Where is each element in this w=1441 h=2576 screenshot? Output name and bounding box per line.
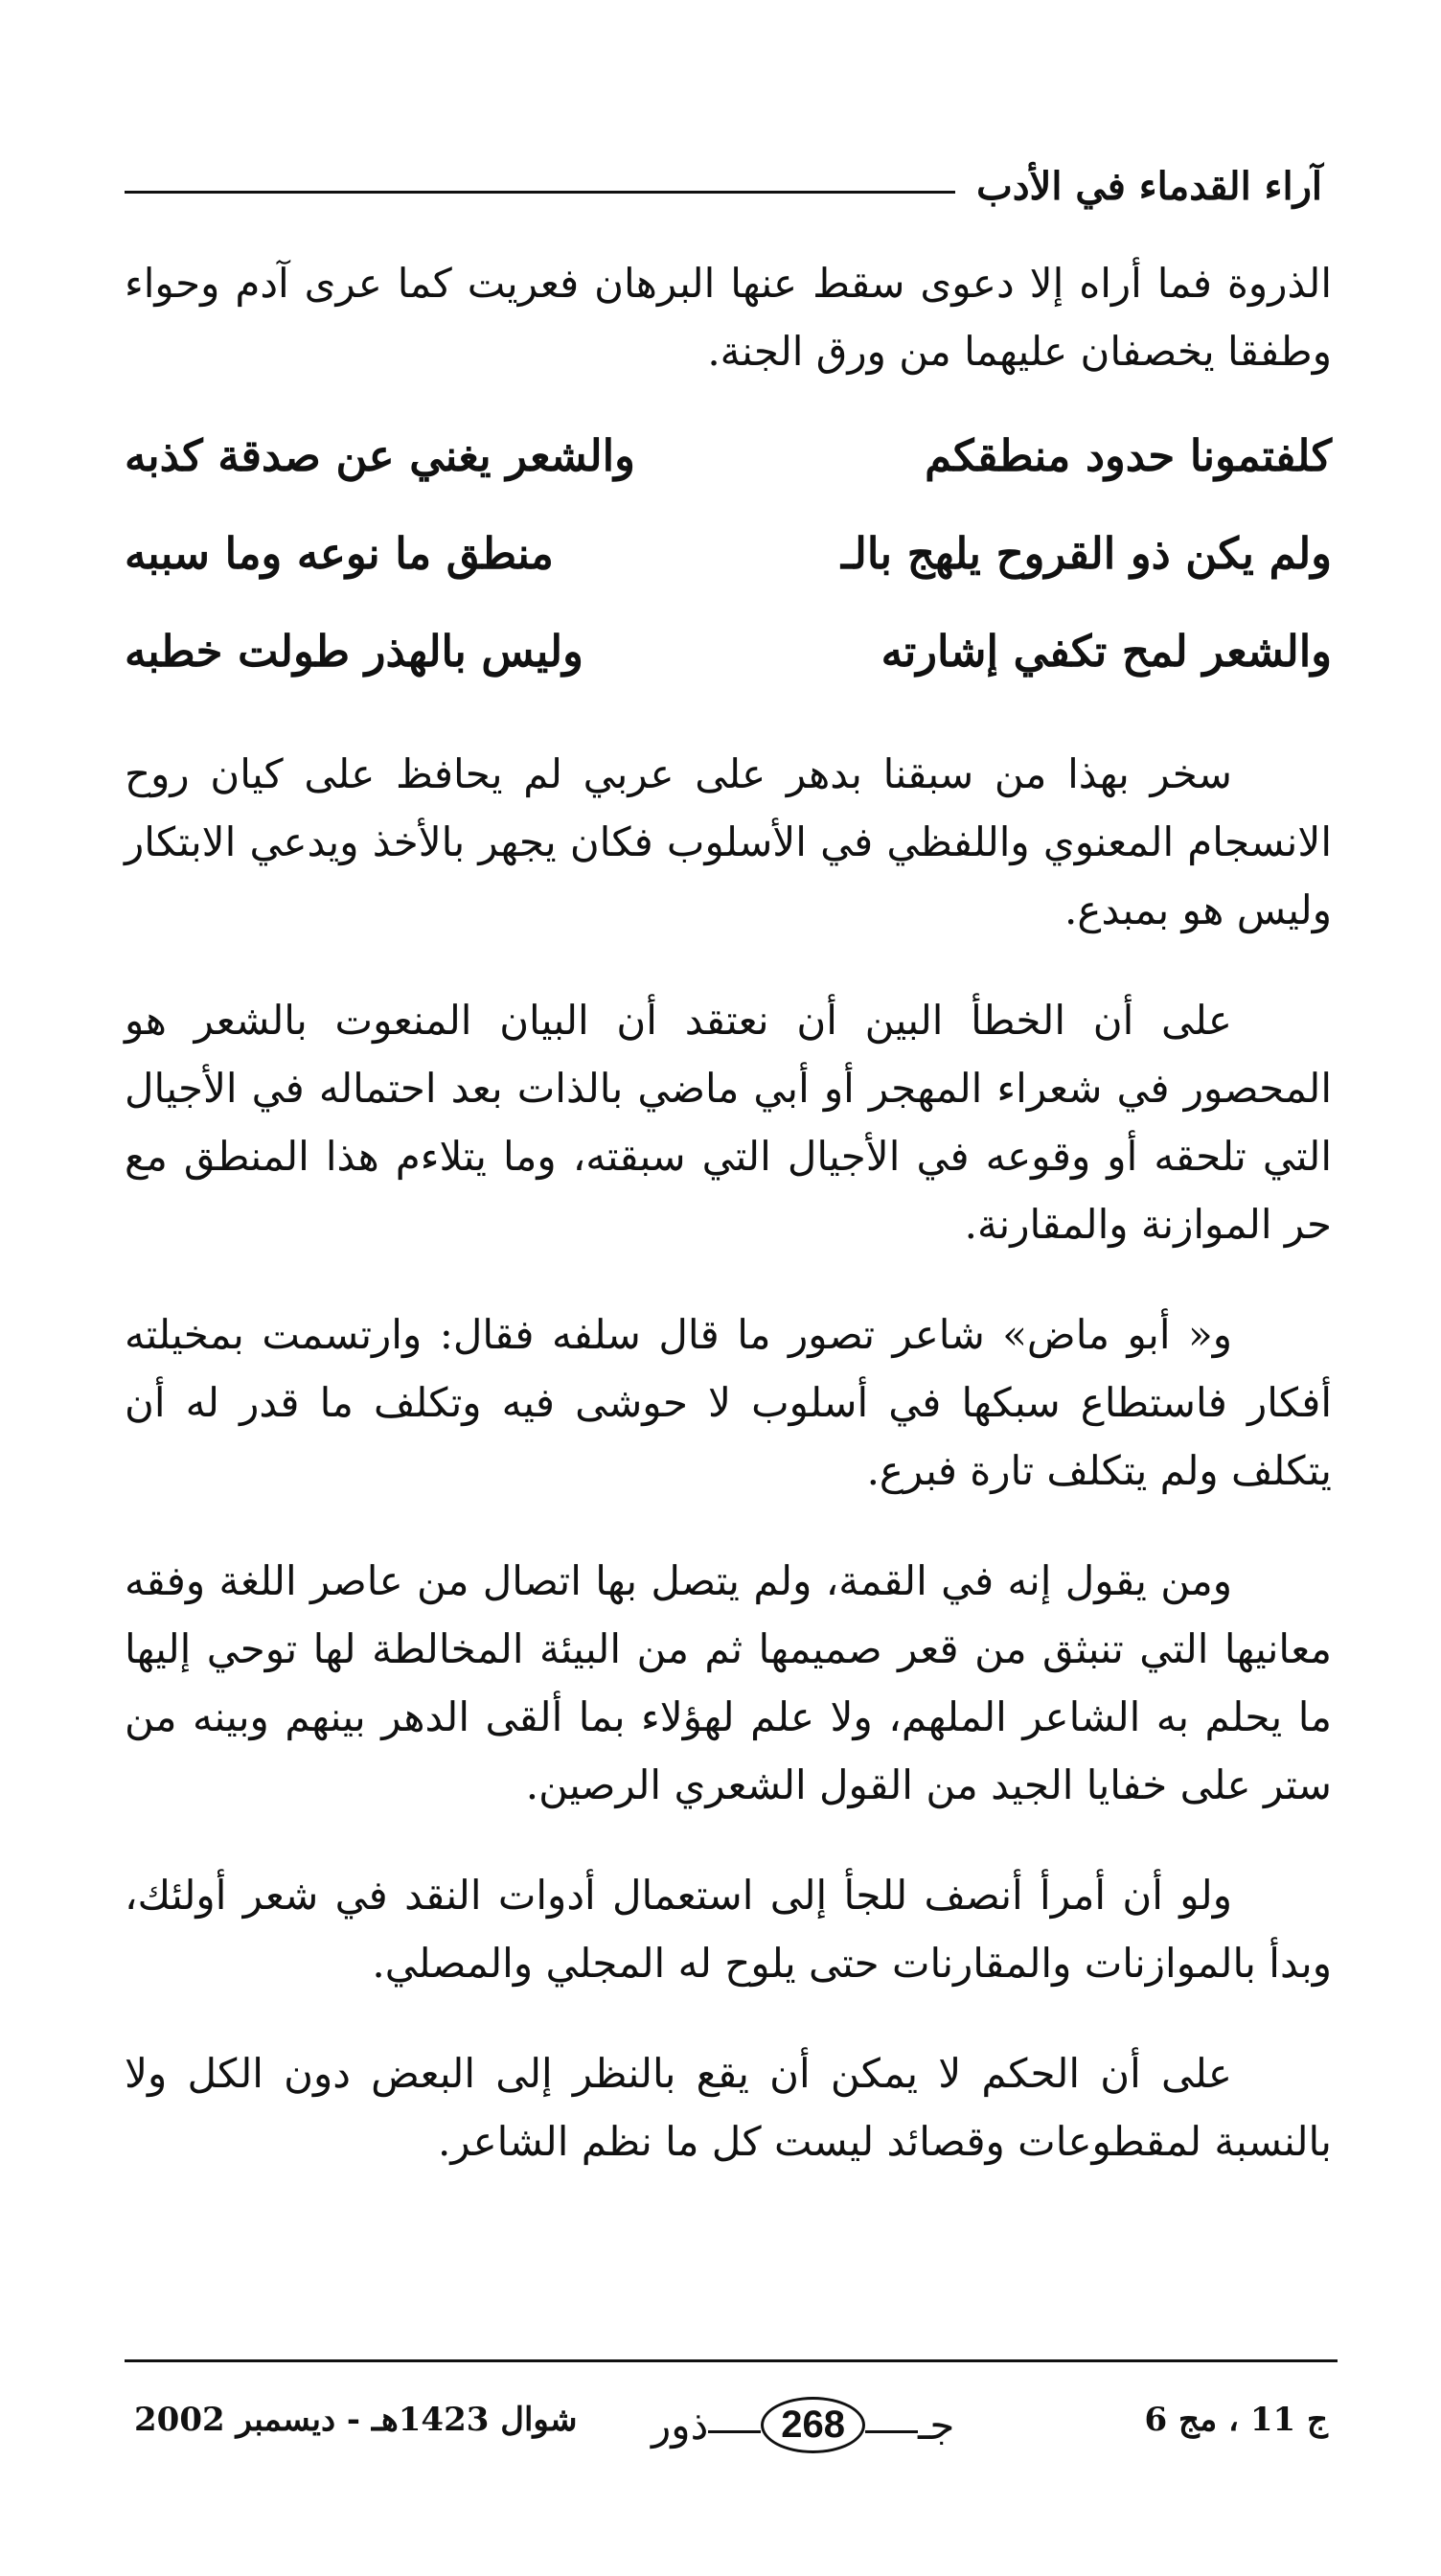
running-head — [125, 132, 1322, 209]
verse-second-hemistich: والشعر يغني عن صدقة كذبه — [125, 430, 635, 481]
issue-volume: ج 11 ، مج 6 — [1144, 2401, 1328, 2439]
running-head-title: آراء القدماء في الأدب — [976, 164, 1322, 209]
journal-masthead — [652, 2391, 1016, 2458]
poem — [125, 427, 1332, 680]
verse-first-hemistich: والشعر لمح تكفي إشارته — [881, 626, 1332, 677]
masthead-word-right: ذور — [652, 2401, 709, 2449]
paragraph: على أن الخطأ البين أن نعتقد أن البيان المنعوت بالشعر هو المحصور في شعراء المهجر أو أبي ماضي بالذات بعد احتماله في الأجيال التي تلحقه أو وقوعه في الأجيال التي سبقته، وما يتلاءم هذا المنطق مع حر الموازنة والمقارنة. — [125, 997, 1332, 1248]
verse-second-hemistich: وليس بالهذر طولت خطبه — [125, 626, 583, 677]
paragraph: ولو أن أمرأ أنصف للجأ إلى استعمال أدوات النقد في شعر أولئك، وبدأ بالموازنات والمقارنات حتى يلوح له المجلي والمصلي. — [125, 1872, 1332, 1987]
issue-date: شوال 1423هـ - ديسمبر 2002 — [134, 2401, 578, 2439]
page-footer — [125, 2391, 1338, 2458]
running-head-rule — [125, 191, 955, 194]
page-number: 268 — [761, 2397, 865, 2453]
paragraph: الذروة فما أراه إلا دعوى سقط عنها البرهان فعريت كما عرى آدم وحواء وطفقا يخصفان عليهما من ورق الجنة. — [125, 260, 1332, 375]
verse-first-hemistich: كلفتمونا حدود منطقكم — [925, 430, 1332, 481]
masthead-stroke — [708, 2430, 761, 2433]
paragraph: سخر بهذا من سبقنا بدهر على عربي لم يحافظ على كيان روح الانسجام المعنوي واللفظي في الأسلوب فكان يجهر بالأخذ ويدعي الابتكار وليس هو بمبدع. — [125, 750, 1332, 933]
poem-verse — [125, 427, 1332, 485]
paragraph: ومن يقول إنه في القمة، ولم يتصل بها اتصال من عاصر اللغة وفقه معانيها التي تنبثق من قعر صميمها ثم من البيئة المخالطة لها توحي إليها ما يحلم به الشاعر الملهم، ولا علم لهؤلاء بما ألقى الدهر بينهم وبينه من ستر على خفايا الجيد من القول الشعري الرصين. — [125, 1557, 1332, 1808]
paragraph: على أن الحكم لا يمكن أن يقع بالنظر إلى البعض دون الكل ولا بالنسبة لمقطوعات وقصائد ليست كل ما نظم الشاعر. — [125, 2050, 1332, 2165]
article-body — [125, 249, 1332, 2218]
poem-verse — [125, 623, 1332, 680]
poem-verse — [125, 525, 1332, 583]
footer-rule — [125, 2359, 1338, 2362]
paragraph: و« أبو ماض» شاعر تصور ما قال سلفه فقال: وارتسمت بمخيلته أفكار فاستطاع سبكها في أسلوب لا حوشى فيه وتكلف ما قدر له أن يتكلف ولم يتكلف تارة فبرع. — [125, 1311, 1332, 1494]
verse-second-hemistich: منطق ما نوعه وما سببه — [125, 528, 554, 579]
masthead-stroke — [865, 2430, 918, 2433]
verse-first-hemistich: ولم يكن ذو القروح يلهج بالـ — [840, 528, 1332, 579]
masthead-word-left: جـ — [918, 2401, 955, 2449]
